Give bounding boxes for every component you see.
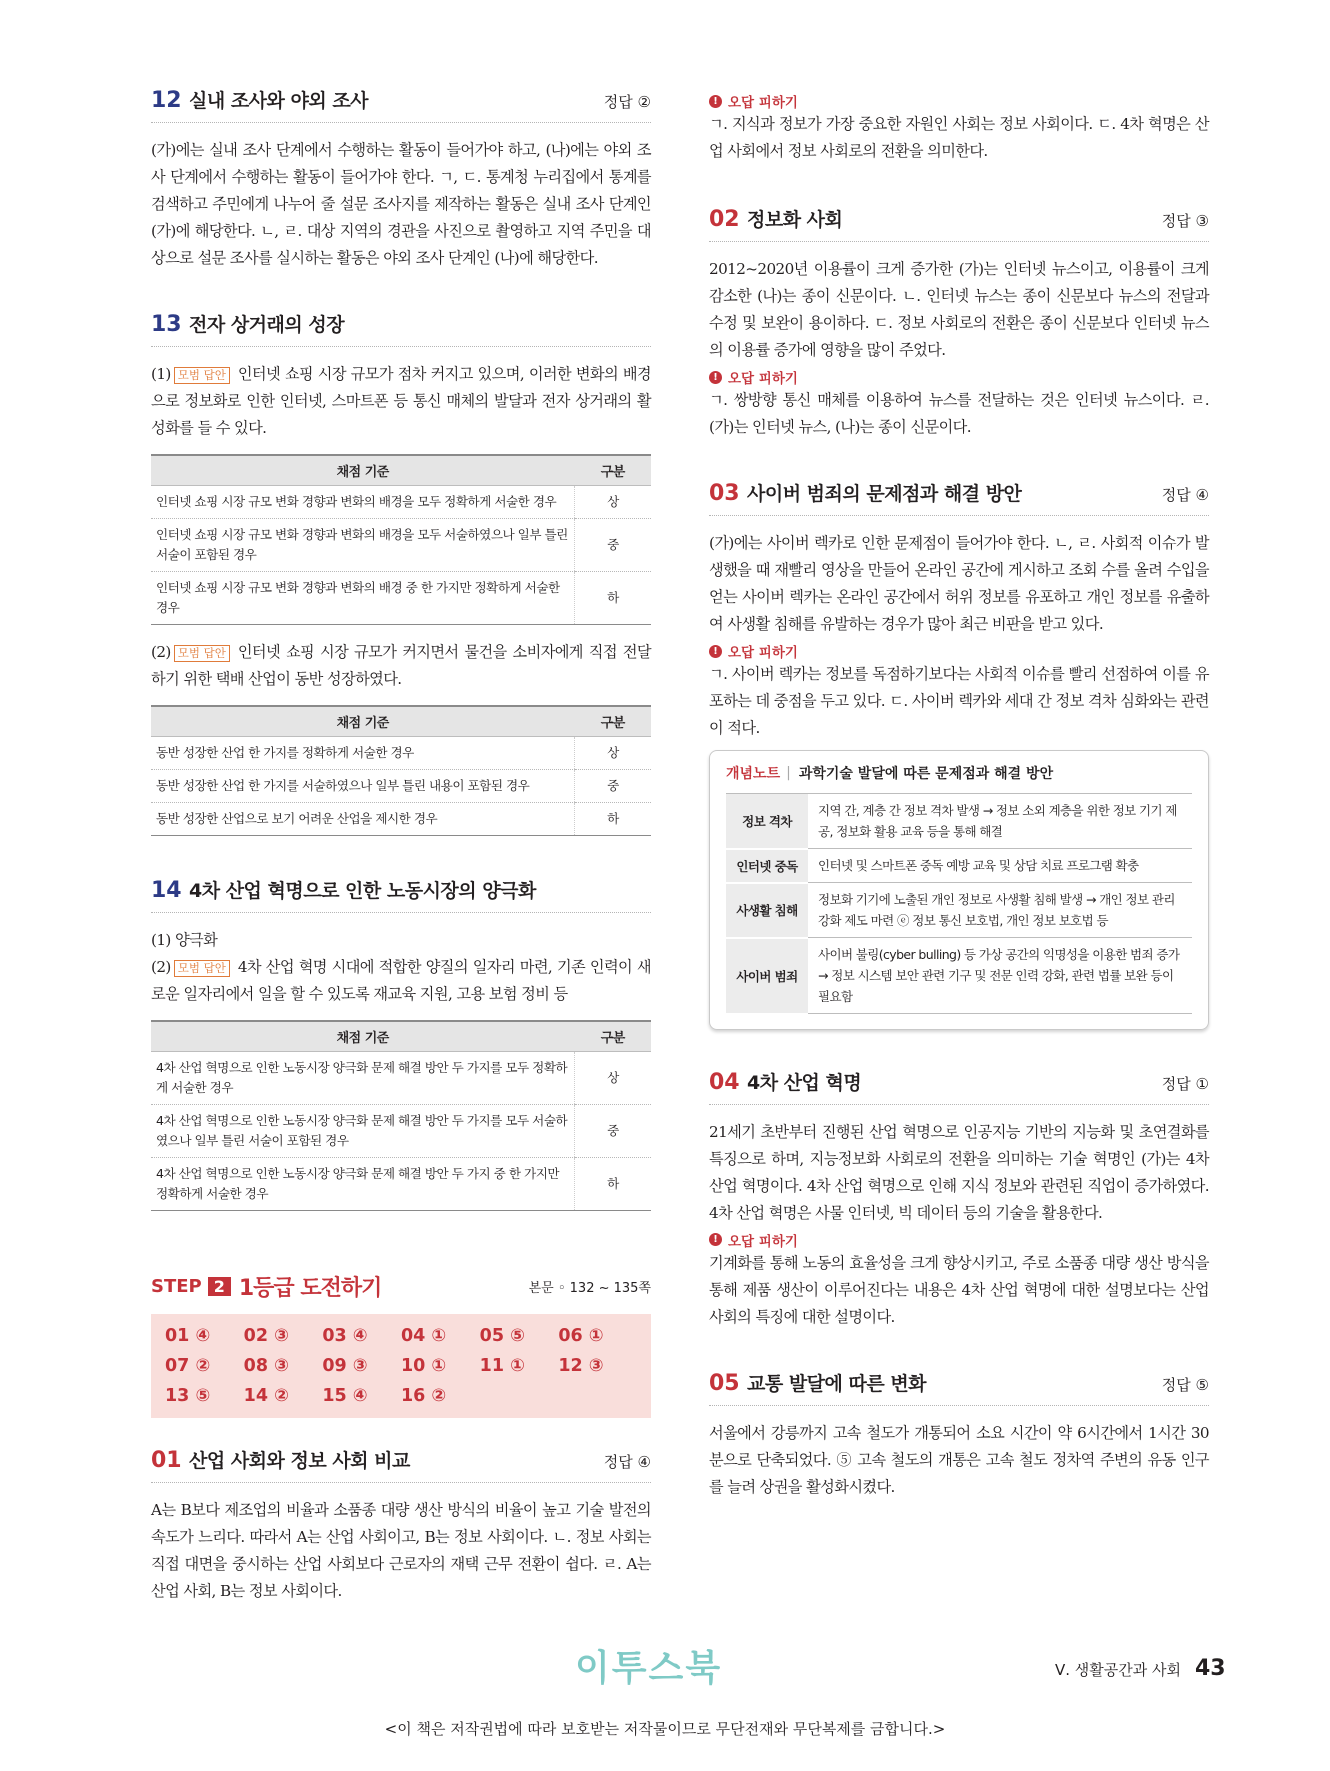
answer-item: 05 ⑤: [479, 1326, 525, 1346]
left-column: [151, 86, 651, 1643]
question-title: 4차 산업 혁명으로 인한 노동시장의 양극화: [189, 880, 536, 902]
question-13: [151, 310, 651, 836]
question-12: [151, 86, 651, 272]
question-header: [151, 876, 651, 913]
answer-item: 12 ③: [558, 1356, 604, 1376]
level-cell: 하: [575, 1158, 652, 1211]
explanation-text: 서울에서 강릉까지 고속 철도가 개통되어 소요 시간이 약 6시간에서 1시간 30분으로 단축되었다. ⑤ 고속 철도의 개통은 고속 철도 정차역 주변의 유동 인구를 늘려 상권을 활성화시켰다.: [709, 1423, 1209, 1496]
step-title: 1등급 도전하기: [238, 1276, 382, 1301]
copyright-notice: <이 책은 저작권법에 따라 보호받는 저작물이므로 무단전재와 무단복제를 금합니다.>: [384, 1720, 946, 1738]
criterion-cell: 4차 산업 혁명으로 인한 노동시장 양극화 문제 해결 방안 두 가지를 모두 정확하게 서술한 경우: [151, 1052, 575, 1105]
chapter-label: Ⅴ. 생활공간과 사회: [1055, 1661, 1181, 1679]
criterion-cell: 동반 성장한 산업 한 가지를 정확하게 서술한 경우: [151, 737, 575, 770]
exclamation-icon: !: [709, 371, 722, 384]
question-number: 14: [151, 878, 182, 903]
concept-note-table: [726, 793, 1192, 1015]
answer-item: 07 ②: [165, 1356, 211, 1376]
answer-label: 정답 ④: [1161, 486, 1209, 504]
question-number: 12: [151, 88, 182, 113]
model-answer-text: 인터넷 쇼핑 시장 규모가 점차 커지고 있으며, 이러한 변화의 배경으로 정보화로 인한 인터넷, 스마트폰 등 통신 매체의 발달과 전자 상거래의 활성화를 들 수 있다.: [151, 365, 651, 437]
question-header: [709, 1369, 1209, 1406]
table-header: 구분: [575, 455, 652, 486]
criterion-cell: 인터넷 쇼핑 시장 규모 변화 경향과 변화의 배경을 모두 정확하게 서술한 경우: [151, 486, 575, 519]
table-row: [726, 883, 1192, 938]
grading-table: [151, 1020, 651, 1211]
answer-1: (1) 양극화: [151, 931, 218, 949]
wrong-answer-tip-label: [709, 641, 1209, 661]
question-header: [709, 205, 1209, 242]
model-answer-badge: 모범 답안: [174, 645, 230, 662]
divider: |: [786, 765, 791, 781]
table-row: [151, 803, 651, 836]
level-cell: 중: [575, 519, 652, 572]
table-header: 채점 기준: [151, 706, 575, 737]
table-header: 채점 기준: [151, 1021, 575, 1052]
tip-text: ㄱ. 쌍방향 통신 매체를 이용하여 뉴스를 전달하는 것은 인터넷 뉴스이다. ㄹ. (가)는 인터넷 뉴스, (나)는 종이 신문이다.: [709, 391, 1209, 436]
concept-note-box: [709, 750, 1209, 1030]
topic-cell: 정보 격차: [726, 794, 808, 849]
step2-question-01: [151, 1446, 651, 1605]
answer-item: 01 ④: [165, 1326, 211, 1346]
explanation-text: 21세기 초반부터 진행된 산업 혁명으로 인공지능 기반의 지능화 및 초연결화를 특징으로 하며, 지능정보화 사회로의 전환을 의미하는 기술 혁명인 (가)는 4차 산업 혁명이다. 4차 산업 혁명으로 인해 지식 정보와 관련된 직업이 증가하였다. 4차 산업 혁명은 사물 인터넷, 빅 데이터 등의 기술을 활용한다.: [709, 1122, 1209, 1222]
criterion-cell: 동반 성장한 산업으로 보기 어려운 산업을 제시한 경우: [151, 803, 575, 836]
question-title: 교통 발달에 따른 변화: [747, 1372, 927, 1395]
page-reference: 본문 ◦ 132 ~ 135쪽: [528, 1281, 651, 1296]
wrong-answer-tip-label: [709, 367, 1209, 387]
question-header: [709, 479, 1209, 516]
model-answer-text: 인터넷 쇼핑 시장 규모가 커지면서 물건을 소비자에게 직접 전달하기 위한 택배 산업이 동반 성장하였다.: [151, 643, 651, 688]
publisher-logo: 이투스북: [575, 1648, 723, 1689]
model-answer-badge: 모범 답안: [174, 960, 230, 977]
question-title: 4차 산업 혁명: [747, 1071, 862, 1094]
explanation-text: A는 B보다 제조업의 비율과 소품종 대량 생산 방식의 비율이 높고 기술 발전의 속도가 느리다. 따라서 A는 산업 사회이고, B는 정보 사회이다. ㄴ. 정보 사회는 직접 대면을 중시하는 산업 사회보다 근로자의 재택 근무 전환이 쉽다. ㄹ. A는 산업 사회, B는 정보 사회이다.: [151, 1501, 651, 1600]
answer-item: 14 ②: [243, 1386, 289, 1406]
description-cell: 정보화 기기에 노출된 개인 정보로 사생활 침해 발생 → 개인 정보 관리 강화 제도 마련 ⓔ 정보 통신 보호법, 개인 정보 보호법 등: [808, 883, 1192, 938]
exclamation-icon: !: [709, 95, 722, 108]
answer-label: 정답 ⑤: [1161, 1375, 1209, 1394]
question-header: [151, 1446, 651, 1483]
tip-label-text: 오답 피하기: [728, 95, 798, 111]
continued-avoid: [709, 91, 1209, 165]
description-cell: 지역 간, 계층 간 정보 격차 발생 → 정보 소외 계층을 위한 정보 기기 제공, 정보화 활용 교육 등을 통해 해결: [808, 794, 1192, 849]
tip-text: 기계화를 통해 노동의 효율성을 크게 향상시키고, 주로 소품종 대량 생산 방식을 통해 제품 생산이 이루어진다는 내용은 4차 산업 혁명에 대한 설명보다는 산업 사회의 특징에 대한 설명이다.: [709, 1253, 1209, 1326]
table-row: [151, 519, 651, 572]
question-title: 전자 상거래의 성장: [189, 314, 345, 336]
topic-cell: 인터넷 중독: [726, 849, 808, 883]
exclamation-icon: !: [709, 645, 722, 658]
table-row: [726, 794, 1192, 849]
question-header: [709, 1068, 1209, 1105]
question-number: 03: [709, 481, 740, 506]
tip-label-text: 오답 피하기: [728, 1233, 798, 1250]
grading-table: [151, 454, 651, 625]
step2-question-02: [709, 205, 1209, 441]
question-title: 사이버 범죄의 문제점과 해결 방안: [747, 483, 1022, 505]
question-header: [151, 310, 651, 347]
answer-label: 정답 ②: [603, 93, 651, 111]
answer-label: 정답 ①: [1161, 1074, 1209, 1093]
concept-note-tag: 개념노트: [726, 766, 781, 782]
concept-note-header: [726, 763, 1192, 783]
table-row: [151, 572, 651, 625]
explanation-text: (가)에는 실내 조사 단계에서 수행하는 활동이 들어가야 하고, (나)에는 야외 조사 단계에서 수행하는 활동이 들어가야 한다. ㄱ, ㄷ. 통계청 누리집에서 통계를 검색하고 주민에게 나누어 줄 설문 조사지를 제작하는 활동은 실내 조사 단계인 (가)에 해당한다. ㄴ, ㄹ. 대상 지역의 경관을 사진으로 촬영하고 지역 주민을 대상으로 설문 조사를 실시하는 활동은 야외 조사 단계인 (나)에 해당한다.: [151, 141, 651, 267]
model-answer-2: [151, 639, 651, 693]
level-cell: 하: [575, 803, 652, 836]
topic-cell: 사이버 범죄: [726, 938, 808, 1014]
step2-question-03: [709, 479, 1209, 742]
wrong-answer-tip-label: [709, 91, 1209, 111]
answer-grid: [151, 1314, 651, 1418]
table-row: [151, 1105, 651, 1158]
tip-label-text: 오답 피하기: [728, 645, 798, 661]
table-row: [151, 1052, 651, 1105]
table-header: 구분: [575, 706, 652, 737]
step2-question-04: [709, 1068, 1209, 1331]
level-cell: 중: [575, 770, 652, 803]
answer-item: 08 ③: [243, 1356, 289, 1376]
table-header: 구분: [575, 1021, 652, 1052]
step-number: 2: [208, 1277, 231, 1296]
item-prefix: (1): [151, 365, 171, 383]
question-number: 01: [151, 1448, 182, 1473]
question-number: 05: [709, 1370, 740, 1396]
answer-item: 09 ③: [322, 1356, 368, 1376]
model-answer-2: [151, 954, 651, 1008]
table-row: [726, 938, 1192, 1014]
answer-label: 정답 ③: [1161, 212, 1209, 230]
criterion-cell: 인터넷 쇼핑 시장 규모 변화 경향과 변화의 배경을 모두 서술하였으나 일부 틀린 서술이 포함된 경우: [151, 519, 575, 572]
level-cell: 중: [575, 1105, 652, 1158]
page-footer: [1055, 1656, 1226, 1681]
tip-text: ㄱ. 사이버 렉카는 정보를 독점하기보다는 사회적 이슈를 빨리 선점하여 이를 유포하는 데 중점을 두고 있다. ㄷ. 사이버 렉카와 세대 간 정보 격차 심화와는 관련이 적다.: [709, 665, 1209, 737]
question-title: 산업 사회와 정보 사회 비교: [189, 1450, 410, 1472]
question-14: [151, 876, 651, 1211]
answer-item: 10 ①: [400, 1356, 447, 1376]
right-column: [709, 88, 1209, 1501]
answer-item: 11 ①: [479, 1356, 525, 1376]
table-header: 채점 기준: [151, 455, 575, 486]
table-row: [151, 770, 651, 803]
question-header: [151, 86, 651, 123]
criterion-cell: 인터넷 쇼핑 시장 규모 변화 경향과 변화의 배경 중 한 가지만 정확하게 서술한 경우: [151, 572, 575, 625]
answer-item: 13 ⑤: [165, 1386, 211, 1406]
model-answer-1: [151, 361, 651, 442]
criterion-cell: 동반 성장한 산업 한 가지를 서술하였으나 일부 틀린 내용이 포함된 경우: [151, 770, 575, 803]
description-cell: 사이버 불링(cyber bulling) 등 가상 공간의 익명성을 이용한 범죄 증가 → 정보 시스템 보안 관련 기구 및 전문 인력 강화, 관련 법률 보완 등이 필요함: [808, 938, 1192, 1014]
item-prefix: (2): [151, 958, 171, 976]
table-row: [151, 486, 651, 519]
model-answer-badge: 모범 답안: [174, 367, 230, 384]
explanation-text: (가)에는 사이버 렉카로 인한 문제점이 들어가야 한다. ㄴ, ㄹ. 사회적 이슈가 발생했을 때 재빨리 영상을 만들어 온라인 공간에 게시하고 조회 수를 올려 수입을 얻는 사이버 렉카는 온라인 공간에서 허위 정보를 유포하고 개인 정보를 유출하여 사생활 침해를 유발하는 경우가 많아 최근 비판을 받고 있다.: [709, 534, 1209, 633]
item-prefix: (2): [151, 643, 171, 661]
answer-item: 03 ④: [322, 1326, 368, 1346]
level-cell: 상: [575, 486, 652, 519]
topic-cell: 사생활 침해: [726, 883, 808, 938]
question-number: 13: [151, 312, 182, 337]
step-label: STEP: [151, 1276, 202, 1297]
grading-table: [151, 705, 651, 836]
wrong-answer-tip-label: [709, 1230, 1209, 1250]
answer-item: 16 ②: [400, 1386, 447, 1406]
question-number: 04: [709, 1069, 740, 1095]
concept-note-title: 과학기술 발달에 따른 문제점과 해결 방안: [798, 766, 1054, 782]
answer-label: 정답 ④: [603, 1453, 651, 1471]
step2-question-05: [709, 1369, 1209, 1501]
explanation-text: 2012~2020년 이용률이 크게 증가한 (가)는 인터넷 뉴스이고, 이용률이 크게 감소한 (나)는 종이 신문이다. ㄴ. 인터넷 뉴스는 종이 신문보다 뉴스의 전달과 수정 및 보완이 용이하다. ㄷ. 정보 사회로의 전환은 종이 신문보다 인터넷 뉴스의 이용률 증가에 영향을 많이 주었다.: [709, 260, 1209, 359]
question-title: 정보화 사회: [747, 209, 843, 231]
table-row: [151, 1158, 651, 1211]
level-cell: 상: [575, 737, 652, 770]
page-number: 43: [1195, 1656, 1226, 1681]
answer-item: 02 ③: [243, 1326, 289, 1346]
question-title: 실내 조사와 야외 조사: [189, 90, 369, 112]
answer-item: 15 ④: [322, 1386, 368, 1406]
exclamation-icon: !: [709, 1233, 722, 1246]
step-header: [151, 1271, 651, 1302]
answer-item: 04 ①: [400, 1326, 447, 1346]
level-cell: 상: [575, 1052, 652, 1105]
table-row: [726, 849, 1192, 883]
tip-label-text: 오답 피하기: [728, 371, 798, 387]
description-cell: 인터넷 및 스마트폰 중독 예방 교육 및 상담 치료 프로그램 확충: [808, 849, 1192, 883]
tip-text: ㄱ. 지식과 정보가 가장 중요한 자원인 사회는 정보 사회이다. ㄷ. 4차 혁명은 산업 사회에서 정보 사회로의 전환을 의미한다.: [709, 115, 1209, 160]
question-number: 02: [709, 207, 740, 232]
answer-item: 06 ①: [558, 1326, 604, 1346]
table-row: [151, 737, 651, 770]
model-answer-text: 4차 산업 혁명 시대에 적합한 양질의 일자리 마련, 기존 인력이 새로운 일자리에서 일을 할 수 있도록 재교육 지원, 고용 보험 정비 등: [151, 958, 651, 1003]
criterion-cell: 4차 산업 혁명으로 인한 노동시장 양극화 문제 해결 방안 두 가지 중 한 가지만 정확하게 서술한 경우: [151, 1158, 575, 1211]
level-cell: 하: [575, 572, 652, 625]
criterion-cell: 4차 산업 혁명으로 인한 노동시장 양극화 문제 해결 방안 두 가지를 모두 서술하였으나 일부 틀린 서술이 포함된 경우: [151, 1105, 575, 1158]
